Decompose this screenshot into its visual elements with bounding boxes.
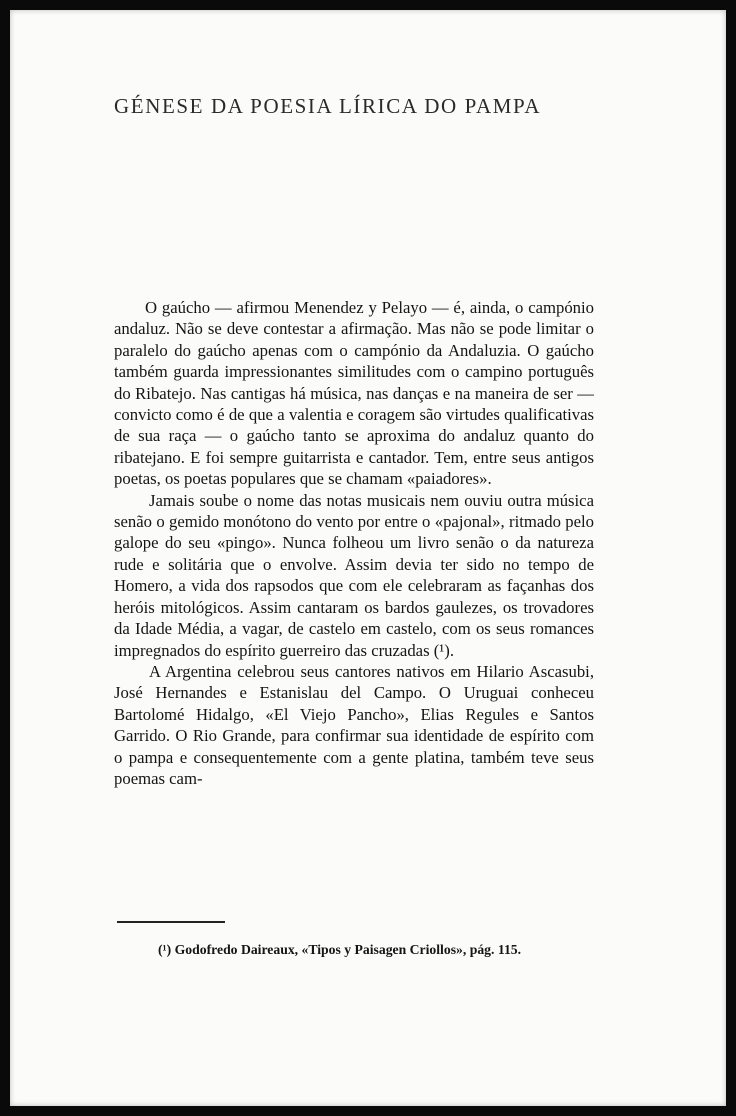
footnote-marker: (¹) bbox=[158, 942, 172, 957]
book-page bbox=[10, 10, 726, 1106]
page-title: GÉNESE DA POESIA LÍRICA DO PAMPA bbox=[114, 94, 542, 118]
paragraph-1: O gaúcho — afirmou Menendez y Pelayo — é, ainda, o campónio andaluz. Não se deve contestar a afirmação. Mas não se pode limitar o paralelo do gaúcho apenas com o campónio da Andaluzia. O gaúcho também guarda impressionantes similitudes com o campino português do Ribatejo. Nas cantigas há música, nas danças e na maneira de ser — convicto como é de que a valentia e coragem são virtudes qualificativas de sua raça — o gaúcho tanto se aproxima do andaluz quanto do ribatejano. E foi sempre guitarrista e cantador. Tem, entre seus antigos poetas, os poetas populares que se chamam «paiadores». bbox=[114, 298, 594, 489]
paragraph-3: A Argentina celebrou seus cantores nativos em Hilario Ascasubi, José Hernandes e Estanislau del Campo. O Uruguai conheceu Bartolomé Hidalgo, «El Viejo Pancho», Elias Regules e Santos Garrido. O Rio Grande, para confirmar sua identidade de espírito com o pampa e consequentemente com a gente platina, também teve seus poemas cam- bbox=[114, 661, 594, 788]
footnote bbox=[158, 942, 521, 958]
body-text bbox=[114, 297, 594, 789]
paragraph-2: Jamais soube o nome das notas musicais nem ouviu outra música senão o gemido monótono do vento por entre o «pajonal», ritmado pelo galope do seu «pingo». Nunca folheou um livro senão o da natureza rude e solitária que o envolve. Assim devia ter sido no tempo de Homero, a vida dos rapsodos que com ele celebraram as façanhas dos heróis mitológicos. Assim cantaram os bardos gaulezes, os trovadores da Idade Média, a vagar, de castelo em castelo, com os seus romances impregnados do espírito guerreiro das cruzadas (¹). bbox=[114, 490, 594, 660]
footnote-divider bbox=[117, 921, 225, 923]
footnote-text: Godofredo Daireaux, «Tipos y Paisagen Criollos», pág. 115. bbox=[174, 942, 522, 957]
